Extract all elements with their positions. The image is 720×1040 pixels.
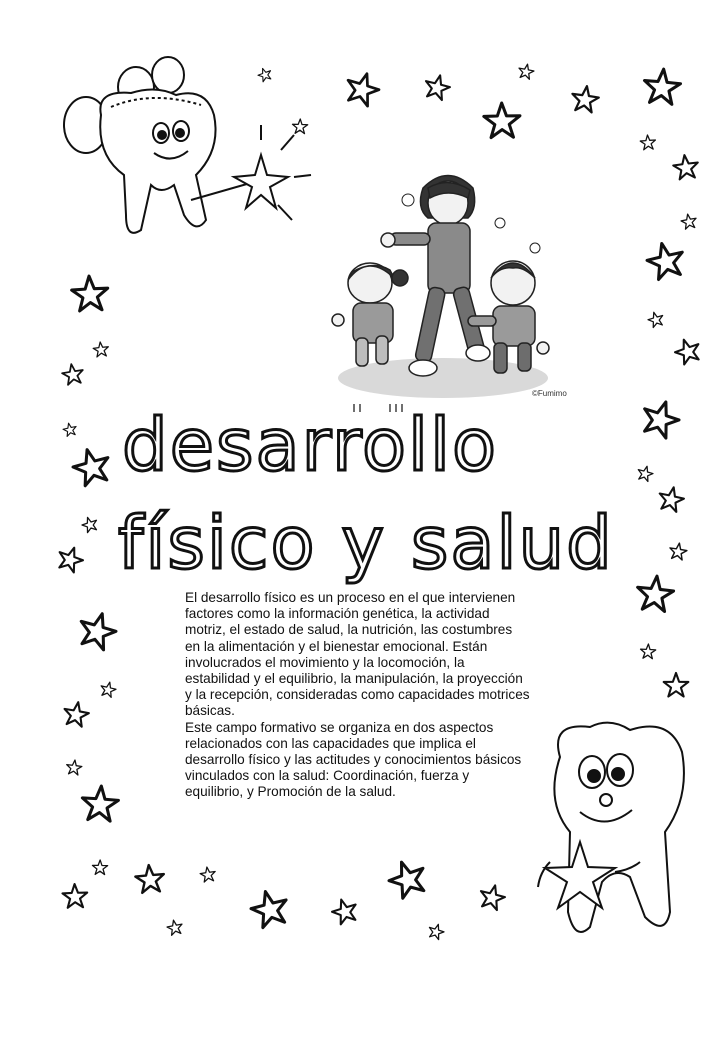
page-subtitle: [118, 496, 638, 588]
paragraph-1: El desarrollo físico es un proceso en el que intervienen factores como la información genética, la actividad motriz, el estado de salud, la nutrición, las costumbres en la alimentación y el bienestar emocional. Están involucrados el movimiento y la locomoción, la estabilidad y el equilibrio, la manipulación, la proyección y la recepción, consideradas como capacidades motrices básicas.: [185, 590, 530, 719]
star-icon: [570, 84, 600, 113]
star-icon: [55, 544, 86, 574]
page-title: [122, 398, 562, 490]
star-icon: [672, 336, 703, 366]
paragraph-2: Este campo formativo se organiza en dos aspectos relacionados con las capacidades que implica el desarrollo físico y las actitudes y conocimientos básicos vinculados con la salud: Coordinación, fuerza y equilibrio, y Promoción de la salud.: [185, 719, 522, 800]
star-icon: [638, 396, 683, 440]
star-icon: [248, 887, 291, 929]
star-icon: [166, 919, 184, 936]
star-icon: [644, 239, 687, 281]
children-running-icon: [328, 148, 558, 398]
title-line1: desarrollo: [122, 403, 499, 487]
star-icon: [635, 574, 674, 612]
star-icon: [75, 609, 119, 652]
star-icon: [62, 422, 78, 437]
star-icon: [62, 884, 88, 908]
star-icon: [657, 485, 686, 513]
star-icon: [62, 700, 90, 727]
star-icon: [66, 759, 83, 775]
star-icon: [636, 464, 654, 482]
star-icon: [71, 275, 109, 311]
star-icon: [477, 882, 507, 911]
star-icon: [646, 310, 665, 328]
star-icon: [134, 864, 165, 894]
tooth-fairy-icon: [56, 55, 321, 250]
star-icon: [643, 67, 682, 104]
star-icon: [343, 69, 383, 108]
body-text: [185, 590, 530, 801]
star-icon: [92, 860, 107, 875]
star-icon: [329, 896, 360, 926]
star-icon: [680, 213, 697, 230]
star-icon: [640, 134, 656, 150]
star-icon: [199, 866, 216, 882]
star-icon: [61, 363, 85, 386]
star-icon: [668, 542, 687, 561]
tooth-star-icon: [520, 712, 700, 947]
title-line2: físico y salud: [118, 501, 614, 585]
star-icon: [81, 785, 119, 822]
star-icon: [672, 154, 699, 180]
star-icon: [99, 680, 117, 698]
star-icon: [484, 103, 521, 138]
star-icon: [517, 63, 535, 80]
star-icon: [422, 72, 452, 101]
illustration-credit: ©Fumimo: [532, 389, 567, 398]
star-icon: [427, 922, 446, 940]
star-icon: [640, 644, 656, 659]
star-icon: [385, 856, 431, 901]
star-icon: [70, 445, 114, 488]
star-icon: [664, 673, 689, 697]
star-icon: [80, 515, 99, 533]
star-icon: [93, 341, 110, 357]
